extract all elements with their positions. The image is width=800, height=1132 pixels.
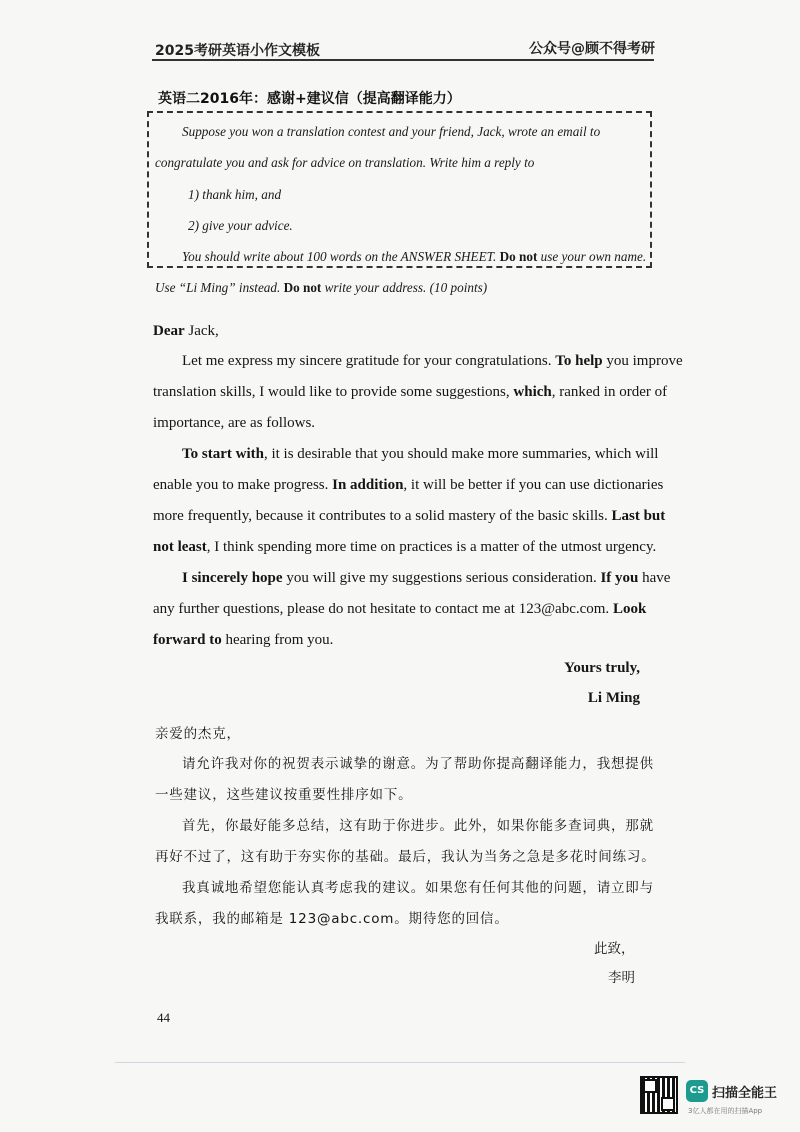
letter-p1-line-1: [182, 352, 683, 370]
cn-p3-line-1: 我真诚地希望您能认真考虑我的建议。如果您有任何其他的问题，请立即与: [182, 880, 654, 896]
camscanner-logo-icon: CS: [686, 1080, 708, 1102]
letter-p3-line-3: [153, 631, 333, 649]
p2-l3-text: more frequently, because it contributes to a solid mastery of the basic skills.: [153, 508, 612, 524]
p1-l1-bold: To help: [555, 353, 603, 369]
task-line-2: congratulate you and ask for advice on translation. Write him a reply to: [155, 155, 535, 170]
p2-l2-tail: , it will be better if you can use dictionaries: [403, 477, 664, 493]
p1-l2-text: translation skills, I would like to provide some suggestions,: [153, 384, 514, 400]
letter-p3-line-1: [182, 569, 670, 587]
task-line-6-emphasis: Do not: [283, 280, 322, 295]
task-line-6: [155, 280, 487, 296]
task-line-6-text: Use “Li Ming” instead.: [155, 280, 284, 295]
task-line-5-tail: use your own name.: [537, 249, 647, 264]
letter-signature: Li Ming: [587, 690, 640, 706]
cn-closing: 此致，: [594, 941, 635, 957]
cn-p1-line-2: 一些建议，这些建议按重要性排序如下。: [155, 787, 413, 803]
cn-p3-line-2: 我联系，我的邮箱是 123@abc.com。期待您的回信。: [155, 911, 509, 927]
p3-l1-bold-2: If you: [600, 570, 639, 586]
header-source: 公众号@顾不得考研: [529, 41, 655, 57]
p1-l1-text: Let me express my sincere gratitude for your congratulations.: [182, 353, 556, 369]
p3-l3-text: hearing from you.: [221, 632, 334, 648]
section-title: 英语二2016年：感谢+建议信（提高翻译能力）: [158, 91, 461, 107]
task-line-5-emphasis: Do not: [499, 249, 538, 264]
header-title: 2025考研英语小作文模板: [155, 43, 320, 59]
p3-l1-text: you will give my suggestions serious consideration.: [282, 570, 601, 586]
page-number: 44: [157, 1010, 170, 1025]
p1-l1-tail: you improve: [602, 353, 683, 369]
p3-l1-bold: I sincerely hope: [182, 570, 283, 586]
letter-salutation: [153, 322, 219, 340]
header-divider: [152, 59, 654, 61]
p2-l4-bold: not least: [153, 539, 207, 555]
salutation-bold: Dear: [153, 323, 185, 339]
task-line-5-text: You should write about 100 words on the ANSWER SHEET.: [182, 249, 500, 264]
p2-l2-bold: In addition: [332, 477, 404, 493]
letter-closing: Yours truly,: [564, 660, 640, 676]
p2-l3-bold: Last but: [611, 508, 666, 524]
bottom-divider: [115, 1062, 685, 1063]
task-item-2: 2) give your advice.: [188, 218, 293, 233]
letter-p2-line-2: [153, 476, 663, 494]
cn-signature: 李明: [608, 970, 635, 986]
cn-p2-line-2: 再好不过了，这有助于夯实你的基础。最后，我认为当务之急是多花时间练习。: [155, 849, 656, 865]
p2-l1-bold: To start with: [182, 446, 264, 462]
letter-p1-line-2: [153, 383, 667, 401]
watermark-tagline: 3亿人都在用的扫描App: [688, 1107, 763, 1115]
cn-p2-line-1: 首先，你最好能多总结，这有助于你进步。此外，如果你能多查词典，那就: [182, 818, 654, 834]
p1-l2-tail: , ranked in order of: [551, 384, 668, 400]
task-line-5: [182, 249, 646, 265]
p3-l2-bold: Look: [612, 601, 647, 617]
p3-l2-text: any further questions, please do not hesitate to contact me at 123@abc.com.: [153, 601, 613, 617]
letter-p2-line-3: [153, 507, 665, 525]
p1-l2-bold: which: [513, 384, 552, 400]
task-line-1: Suppose you won a translation contest and your friend, Jack, wrote an email to: [182, 124, 601, 139]
p2-l1-text: , it is desirable that you should make more summaries, which will: [263, 446, 659, 462]
watermark-app-name: 扫描全能王: [712, 1086, 778, 1101]
p2-l2-text: enable you to make progress.: [153, 477, 333, 493]
p3-l3-bold: forward to: [153, 632, 222, 648]
salutation-name: Jack,: [184, 323, 219, 339]
task-item-1: 1) thank him, and: [188, 187, 282, 202]
scanner-watermark: [640, 1076, 790, 1120]
task-line-6-tail: write your address. (10 points): [321, 280, 488, 295]
p3-l1-tail: have: [638, 570, 671, 586]
cn-p1-line-1: 请允许我对你的祝贺表示诚挚的谢意。为了帮助你提高翻译能力，我想提供: [182, 756, 654, 772]
cn-salutation: 亲爱的杰克，: [155, 726, 241, 742]
letter-p2-line-1: [182, 445, 658, 463]
letter-p2-line-4: [153, 538, 656, 556]
letter-p1-line-3: importance, are as follows.: [153, 415, 316, 431]
letter-p3-line-2: [153, 600, 646, 618]
p2-l4-text: , I think spending more time on practices is a matter of the utmost urgency.: [206, 539, 657, 555]
qr-code-icon: [640, 1076, 678, 1114]
